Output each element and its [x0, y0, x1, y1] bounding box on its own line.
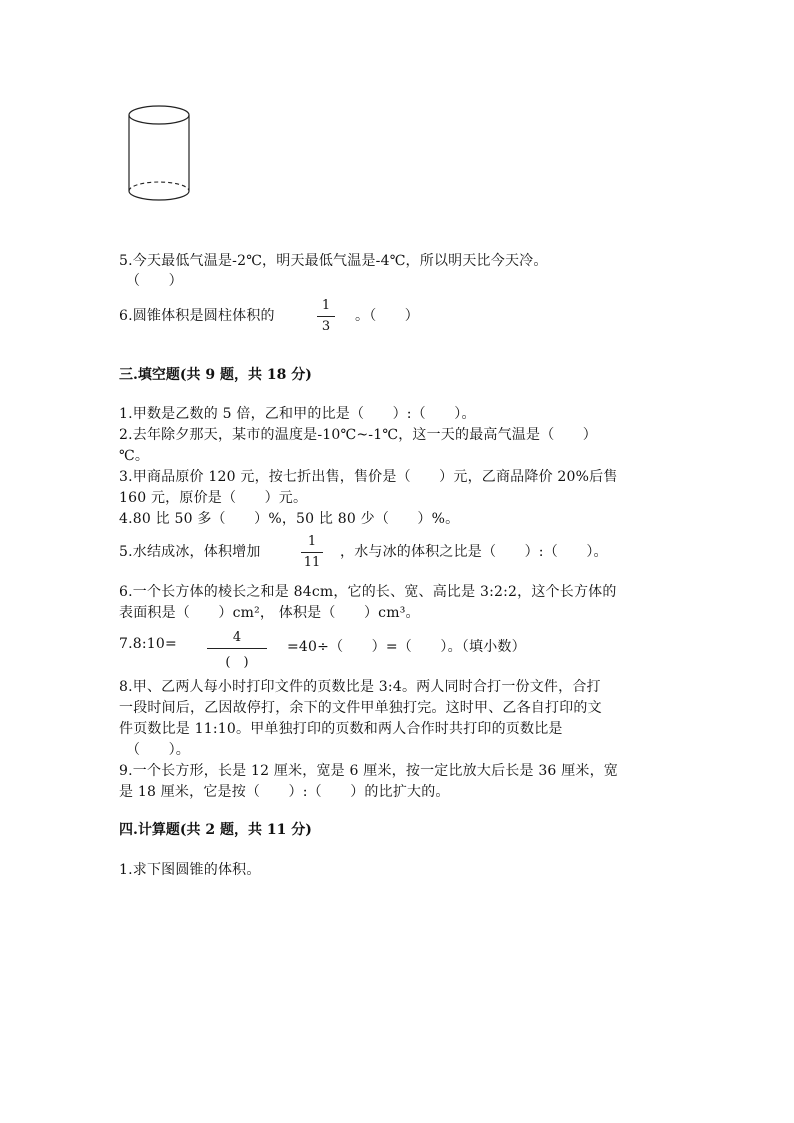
calc-q1: 1.求下图圆锥的体积。	[119, 862, 261, 878]
fraction-numerator: 1	[307, 534, 317, 549]
fraction-denominator: ( )	[225, 655, 249, 670]
fraction-numerator: 4	[232, 630, 242, 645]
judge-q5-answer: （ ）	[126, 273, 183, 289]
fill-q6-line1: 6.一个长方体的棱长之和是 84cm，它的长、宽、高比是 3:2:2，这个长方体的	[119, 584, 617, 600]
fill-q3-line2: 160 元，原价是（ ）元。	[119, 490, 308, 506]
fraction-bar	[301, 552, 323, 553]
fill-q7-text: 7.8:10=	[119, 636, 177, 652]
fill-q3-line1: 3.甲商品原价 120 元，按七折出售，售价是（ ）元，乙商品降价 20%后售	[119, 469, 618, 485]
fill-q8-line1: 8.甲、乙两人每小时打印文件的页数比是 3:4。两人同时合打一份文件，合打	[119, 679, 601, 695]
judge-q5: 5.今天最低气温是-2℃，明天最低气温是-4℃，所以明天比今天冷。	[119, 253, 548, 269]
fill-q9-line1: 9.一个长方形，长是 12 厘米，宽是 6 厘米，按一定比放大后长是 36 厘米，宽	[119, 763, 618, 779]
fill-q5-text: 5.水结成冰，体积增加	[119, 544, 261, 560]
fill-q7-fraction	[207, 630, 267, 670]
fraction-denominator: 11	[303, 555, 321, 570]
judge-q6-fraction	[317, 298, 335, 334]
fill-q9-line2: 是 18 厘米，它是按（ ）:（ ）的比扩大的。	[119, 784, 450, 800]
fill-q2-line1: 2.去年除夕那天，某市的温度是-10℃~-1℃，这一天的最高气温是（ ）	[119, 427, 597, 443]
fraction-bar	[207, 648, 267, 649]
section-3-title: 三.填空题(共 9 题，共 18 分)	[119, 367, 312, 383]
fill-q2-line2: ℃。	[119, 448, 150, 464]
fill-q8-line2: 一段时间后，乙因故停打，余下的文件甲单独打完。这时甲、乙各自打印的文	[119, 700, 602, 716]
fill-q7-rest: =40÷（ ）=（ ）。（填小数）	[287, 639, 526, 655]
section-4-title: 四.计算题(共 2 题，共 11 分)	[119, 822, 312, 838]
fraction-bar	[317, 316, 335, 317]
fill-q5-fraction	[301, 534, 323, 570]
fraction-denominator: 3	[321, 319, 331, 334]
fill-q4: 4.80 比 50 多（ ）%，50 比 80 少（ ）%。	[119, 511, 460, 527]
cylinder-figure	[120, 100, 200, 212]
fill-q1: 1.甲数是乙数的 5 倍，乙和甲的比是（ ）:（ ）。	[119, 406, 476, 422]
fill-q5-rest: ，水与冰的体积之比是（ ）:（ ）。	[340, 544, 608, 560]
judge-q6-answer: 。（ ）	[355, 308, 419, 324]
fill-q6-line2: 表面积是（ ）cm²， 体积是（ ）cm³。	[119, 605, 420, 621]
fill-q8-line4: （ ）。	[126, 742, 190, 758]
fill-q8-line3: 件页数比是 11:10。甲单独打印的页数和两人合作时共打印的页数比是	[119, 721, 563, 737]
judge-q6-text: 6.圆锥体积是圆柱体积的	[119, 308, 275, 324]
fraction-numerator: 1	[321, 298, 331, 313]
